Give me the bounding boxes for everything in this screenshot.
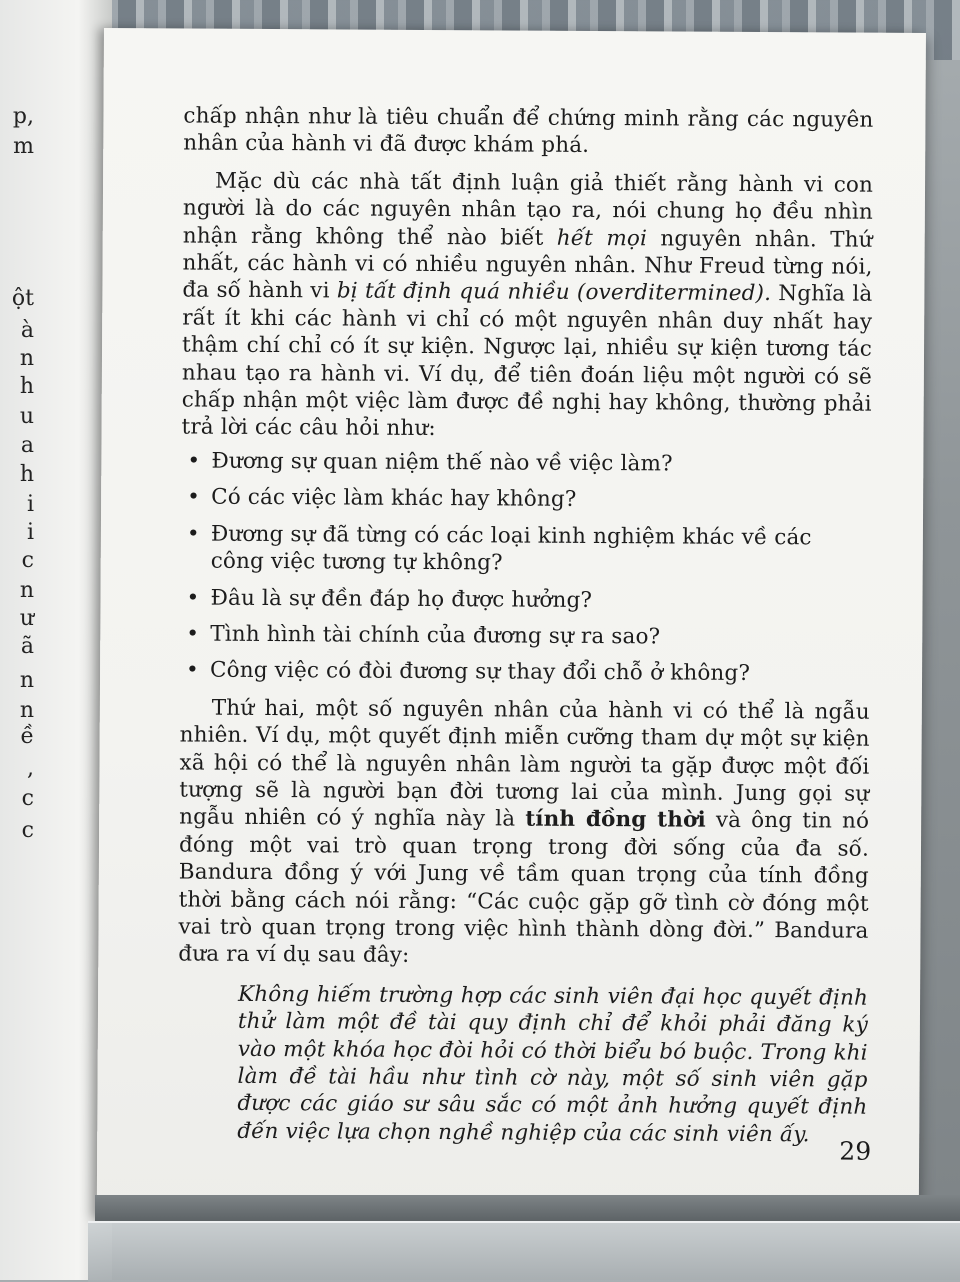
page-body [177,102,873,1148]
list-item: • Đương sự quan niệm thế nào về việc làm? [187,448,673,477]
book-page [97,28,926,1223]
term-synchronicity: tính đồng thời [525,806,706,834]
list-item: • Có các việc làm khác hay không? [187,484,577,513]
left-page-fragment: m [13,134,34,159]
left-page-fragment: a [20,433,34,458]
intro-paragraph: chấp nhận như là tiêu chuẩn để chứng minh rằng các nguyên nhân của hành vi đã được khám phá. [183,103,874,159]
page-number: 29 [839,1136,872,1166]
left-page-fragment: c [21,548,34,573]
left-page-fragment: ư [19,606,34,631]
left-page-fragment: ề [20,724,34,749]
left-page-fragment: à [20,318,34,343]
paragraph-determinism: Mặc dù các nhà tất định luận giả thiết rằng hành vi con người là do các nguyên nhân tạo ra, nói chung họ đều nhìn nhận rằng không thể nào biết hết mọi nguyên nhân. Thứ nhất, các hành vi có nhiều nguyên nhân. Như Freud từng nói, đa số hành vi bị tất định quá nhiều (overditermined). Nghĩa là rất ít khi các hành vi chỉ có một nguyên nhân duy nhất hay thậm chí chỉ có ít sự kiện. Ngược lại, nhiều sự kiện tương tác nhau tạo ra hành vi. Ví dụ, để tiên đoán liệu một người có sẽ chấp nhận một việc làm được đề nghị hay không, thường phải trả lời các câu hỏi như: [181,168,874,442]
emphasis-all: hết mọi [556,225,648,251]
paragraph-chance: Thứ hai, một số nguyên nhân của hành vi có thể là ngẫu nhiên. Ví dụ, một quyết định miễn cưỡng tham dự một sự kiện xã hội có thể là nguyên nhân làm người ta gặp được một đối tượng sẽ là người bạn đời tương lai của mình. Jung gọi sự ngẫu nhiên có ý nghĩa này là tính đồng thời và ông tin nó đóng một vai trò quan trọng trong đời sống của đa số. Bandura đồng ý với Jung về tầm quan trọng của tính đồng thời bằng cách nói rằng: “Các cuộc gặp gỡ tình cờ đóng một vai trò quan trọng trong việc hình thành dòng đời.” Bandura đưa ra ví dụ sau đây: [178,695,870,969]
left-page-fragment: h [19,374,34,399]
left-page [0,0,112,1280]
left-page-fragment: n [19,698,34,723]
block-quote: Không hiếm trường hợp các sinh viên đại học quyết định thử làm một đề tài quy định chỉ để khỏi phải đăng ký vào một khóa học đòi hỏi có thời biểu bó buộc. Trong khi làm đề tài hầu như tình cờ này, một số sinh viên gặp được các giáo sư sâu sắc có một ảnh hưởng quyết định đến việc lựa chọn nghề nghiệp của các sinh viên ấy. [237,981,869,1148]
left-page-fragment: h [19,462,34,487]
acrylic-stand [88,1221,960,1282]
left-page-fragment: n [19,578,34,603]
list-item: • Công việc có đòi đương sự thay đổi chỗ ở không? [186,657,751,687]
left-page-fragment: p, [12,104,34,129]
left-page-fragment: u [19,404,34,429]
emphasis-overdetermined: bị tất định quá nhiều (overditermined). [336,278,772,307]
left-page-fragment: n [19,668,34,693]
list-item: • Tình hình tài chính của đương sự ra sao? [186,621,661,650]
left-page-fragment: ã [20,634,34,659]
list-item: • Đâu là sự đền đáp họ được hưởng? [186,585,593,613]
left-page-fragment: c [21,818,34,843]
left-page-fragment: i [26,520,34,545]
list-item: • Đương sự đã từng có các loại kinh nghiệm khác về các công việc tương tự không? [186,521,812,576]
left-page-fragment: c [21,786,34,811]
left-page-fragment: , [27,756,34,781]
left-page-fragment: i [26,492,34,517]
left-page-fragment: ột [11,286,34,311]
question-list [180,447,871,688]
left-page-fragment: n [19,346,34,371]
shelf-ledge [95,1195,960,1221]
